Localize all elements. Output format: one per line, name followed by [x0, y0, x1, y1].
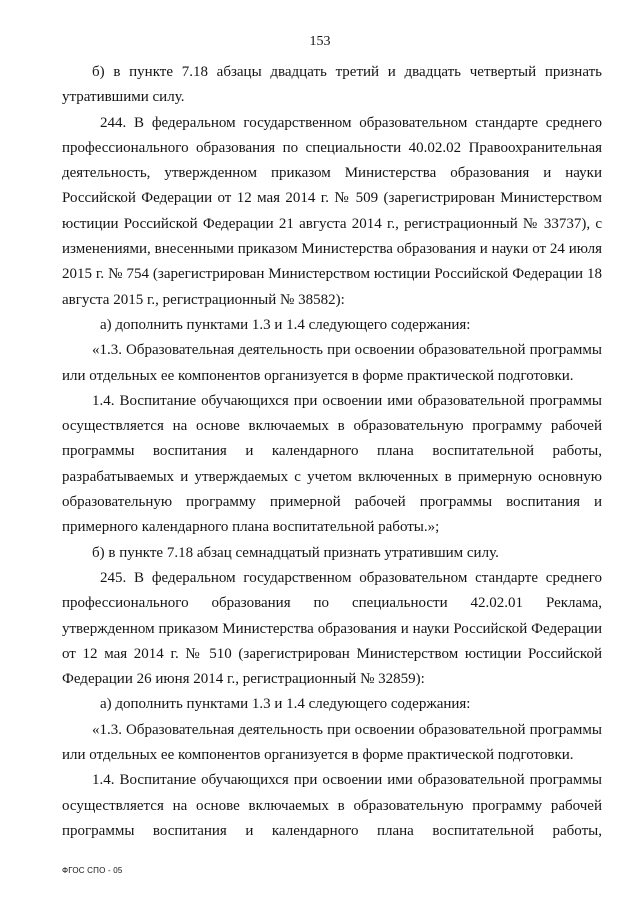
- page-number: 153: [309, 34, 331, 49]
- paragraph-clause-1-3-b: «1.3. Образовательная деятельность при освоении образовательной программы или отдельных ее компонентов организуется в форме практической подготовки.: [62, 721, 602, 764]
- document-body: [62, 60, 602, 844]
- paragraph-clause-1-3: «1.3. Образовательная деятельность при освоении образовательной программы или отдельных ее компонентов организуется в форме практической подготовки.: [62, 342, 602, 384]
- paragraph-clause-1-4-b: 1.4. Воспитание обучающихся при освоении ими образовательной программы осуществляется на основе включаемых в образовательную программу рабочей программы воспитания и календарного плана воспитательной работы,: [62, 772, 602, 839]
- paragraph-item-b-repeal-2: б) в пункте 7.18 абзац семнадцатый признать утратившим силу.: [92, 544, 499, 561]
- paragraph-clause-1-4: 1.4. Воспитание обучающихся при освоении ими образовательной программы осуществляется на основе включаемых в образовательную программу рабочей программы воспитания и календарного плана воспитательной работы, разрабатываемых и утверждаемых с учетом включенных в примерную основную образовательную программу примерной рабочей программы воспитания и примерного календарного плана воспитательной работы.»;: [62, 392, 602, 536]
- footer-code: ФГОС СПО - 05: [62, 866, 123, 875]
- paragraph-item-a-add-2: а) дополнить пунктами 1.3 и 1.4 следующего содержания:: [100, 696, 471, 713]
- paragraph-section-244: 244. В федеральном государственном образовательном стандарте среднего профессионального образования по специальности 40.02.02 Правоохранительная деятельность, утвержденном приказом Министерства образования и науки Российской Федерации от 12 мая 2014 г. № 509 (зарегистрирован Министерством юстиции Российской Федерации 21 августа 2014 г., регистрационный № 33737), с изменениями, внесенными приказом Министерства образования и науки от 24 июля 2015 г. № 754 (зарегистрирован Министерством юстиции Российской Федерации 18 августа 2015 г., регистрационный № 38582):: [62, 114, 602, 308]
- paragraph-section-245: 245. В федеральном государственном образовательном стандарте среднего профессионального образования по специальности 42.02.01 Реклама, утвержденном приказом Министерства образования и науки Российской Федерации от 12 мая 2014 г. № 510 (зарегистрирован Министерством юстиции Российской Федерации 26 июня 2014 г., регистрационный № 32859):: [62, 569, 602, 688]
- paragraph-item-b-repeal: б) в пункте 7.18 абзацы двадцать третий и двадцать четвертый признать утратившими силу.: [62, 64, 602, 106]
- paragraph-item-a-add: а) дополнить пунктами 1.3 и 1.4 следующего содержания:: [100, 316, 471, 333]
